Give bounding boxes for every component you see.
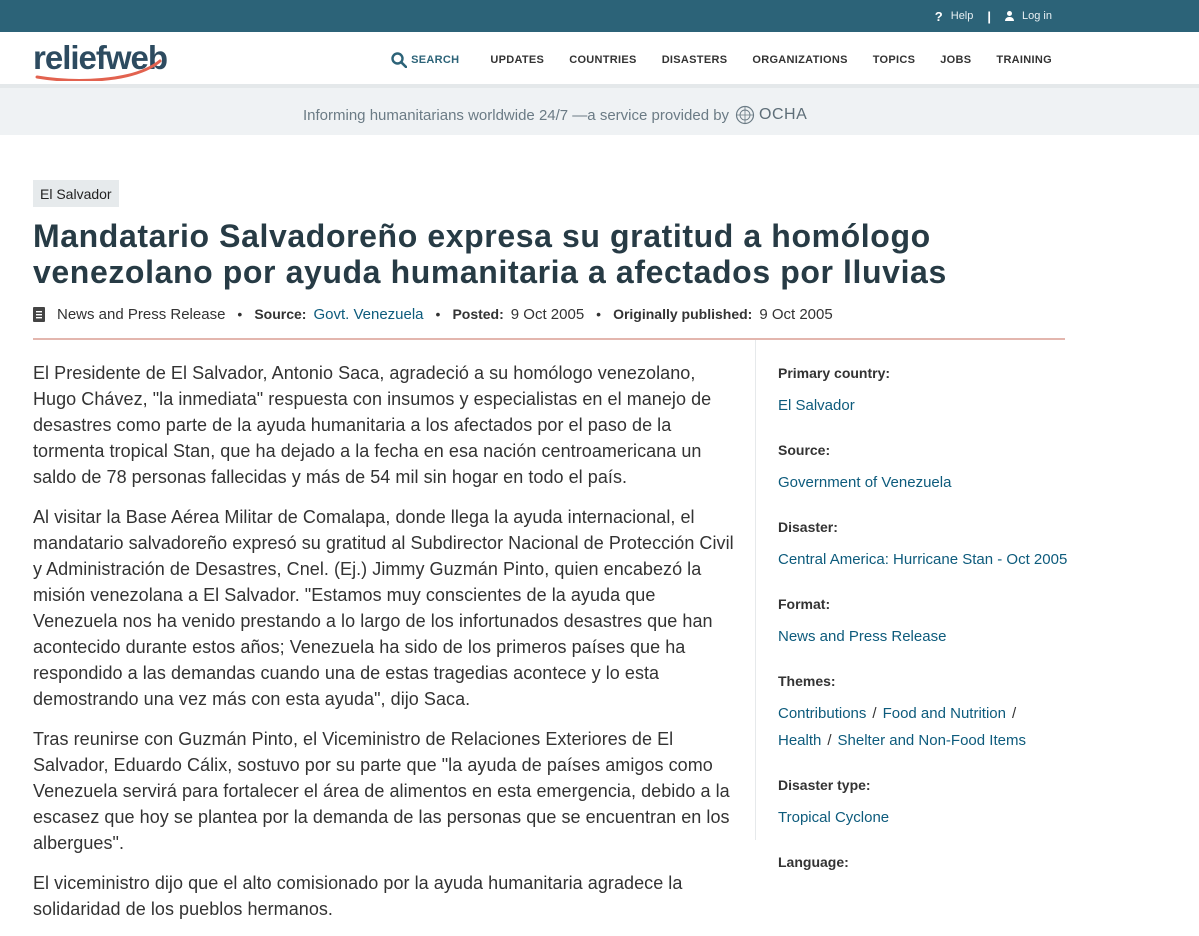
meta-source-label: Source: (254, 306, 307, 322)
meta-bullet: • (596, 306, 602, 322)
logo-text: reliefweb (33, 39, 168, 76)
help-link[interactable] (935, 9, 974, 24)
nav-organizations[interactable]: ORGANIZATIONS (752, 54, 848, 66)
disaster-link[interactable]: Central America: Hurricane Stan - Oct 2005 (778, 551, 1068, 568)
column-divider (755, 340, 756, 840)
top-bar-separator: | (987, 8, 992, 24)
reliefweb-logo[interactable] (33, 39, 168, 81)
theme-link-health[interactable]: Health (778, 732, 822, 749)
article-paragraph: El Presidente de El Salvador, Antonio Saca, agradeció a su homólogo venezolano, Hugo Chávez, "la inmediata" respuesta con insumos y especialistas en el manejo de desastres como parte de la ayuda humanitaria a los afectados por el paso de la tormenta tropical Stan, que ha dejado a la fecha en esa nación centroamericana un saldo de 78 personas fallecidas y más de 54 mil sin hogar en todo el país. (33, 363, 712, 487)
nav-updates[interactable]: UPDATES (490, 54, 545, 66)
nav-jobs[interactable]: JOBS (940, 54, 972, 66)
article-paragraph: Al visitar la Base Aérea Militar de Comalapa, donde llega la ayuda internacional, el mandatario salvadoreño expresó su gratitud al Subdirector Nacional de Protección Civil y Administración de Desastres, Cnel. (Ej.) Jimmy Guzmán Pinto, quien encabezó la misión venezolana a El Salvador. "Estamos muy conscientes de la ayuda que Venezuela nos ha venido prestando a lo largo de los infortunados desastres que han acontecido durante estos años; Venezuela ha sido de los primeros países que ha respondido a las demandas cuando una de estas tragedias acontece y lo esta demostrando una vez más con esta ayuda", dijo Saca. (33, 507, 734, 709)
sidebar-language (778, 853, 1078, 871)
sidebar-disaster-type (778, 776, 1078, 831)
primary-country-link[interactable]: El Salvador (778, 397, 855, 414)
sidebar-format (778, 595, 1078, 650)
meta-source-link[interactable]: Govt. Venezuela (313, 305, 424, 323)
search-icon (391, 52, 407, 68)
login-link[interactable] (1005, 10, 1052, 22)
nav-training[interactable]: TRAINING (996, 54, 1052, 66)
source-link[interactable]: Government of Venezuela (778, 474, 952, 491)
sidebar-label: Source: (778, 442, 831, 458)
theme-link-food-nutrition[interactable]: Food and Nutrition (882, 705, 1006, 722)
nav-search[interactable] (391, 52, 459, 68)
article-paragraph: El viceministro dijo que el alto comisionado por la ayuda humanitaria agradece la solidaridad de los pueblos hermanos. (33, 873, 683, 919)
document-icon (33, 307, 45, 322)
nav-search-label: SEARCH (411, 54, 460, 66)
sidebar-label: Themes: (778, 673, 836, 689)
title-divider (33, 338, 1065, 340)
format-link[interactable]: News and Press Release (778, 628, 947, 645)
sidebar-primary-country (778, 364, 1078, 419)
country-tag[interactable]: El Salvador (33, 180, 119, 207)
tagline (303, 105, 807, 125)
meta-bullet: • (435, 306, 441, 322)
top-bar-links (935, 0, 1052, 32)
sidebar-source (778, 441, 1078, 496)
theme-link-shelter[interactable]: Shelter and Non-Food Items (837, 732, 1026, 749)
sidebar-label: Disaster: (778, 519, 838, 535)
ocha-label[interactable]: OCHA (759, 106, 808, 123)
login-label: Log in (1022, 10, 1052, 22)
nav-topics[interactable]: TOPICS (872, 54, 916, 66)
nav-countries[interactable]: COUNTRIES (569, 54, 637, 66)
meta-bullet: • (237, 306, 243, 322)
article-body (33, 360, 743, 936)
help-label: Help (950, 10, 974, 22)
tagline-text: Informing humanitarians worldwide 24/7 —a service provided by (303, 106, 730, 124)
sidebar-label: Disaster type: (778, 777, 871, 793)
sidebar-label: Language: (778, 854, 849, 870)
help-icon: ? (934, 8, 943, 24)
meta-format: News and Press Release (57, 305, 226, 323)
theme-separator: / (1011, 705, 1017, 722)
theme-link-contributions[interactable]: Contributions (778, 705, 867, 722)
nav-disasters[interactable]: DISASTERS (661, 54, 728, 66)
sidebar-disaster (778, 518, 1078, 573)
tagline-band (0, 88, 1199, 135)
sidebar-details (778, 364, 1078, 893)
main-navigation (0, 32, 1199, 88)
theme-separator: / (872, 705, 877, 722)
article-meta (33, 303, 833, 325)
un-emblem-icon (735, 105, 755, 125)
sidebar-label: Primary country: (778, 365, 891, 381)
user-icon (1005, 11, 1014, 21)
logo-swoosh-icon (33, 39, 163, 81)
top-bar (0, 0, 1199, 32)
disaster-type-link[interactable]: Tropical Cyclone (778, 809, 890, 826)
sidebar-label: Format: (778, 596, 831, 612)
page-title: Mandatario Salvadoreño expresa su gratitud a homólogo venezolano por ayuda humanitaria a afectados por lluvias (33, 218, 947, 290)
nav-list (391, 32, 1052, 88)
article-paragraph: Tras reunirse con Guzmán Pinto, el Viceministro de Relaciones Exteriores de El Salvador, Eduardo Cálix, sostuvo por su parte que "la ayuda de países amigos como Venezuela servirá para fortalecer el área de alimentos en esta emergencia, debido a la escasez que hoy se plantea por la demanda de las personas que se encuentran en los albergues". (33, 729, 730, 853)
sidebar-themes (778, 672, 1078, 754)
meta-posted-date: 9 Oct 2005 (510, 305, 585, 323)
meta-published-label: Originally published: (613, 306, 753, 322)
meta-published-date: 9 Oct 2005 (759, 305, 833, 323)
meta-posted-label: Posted: (452, 306, 504, 322)
theme-separator: / (827, 732, 832, 749)
